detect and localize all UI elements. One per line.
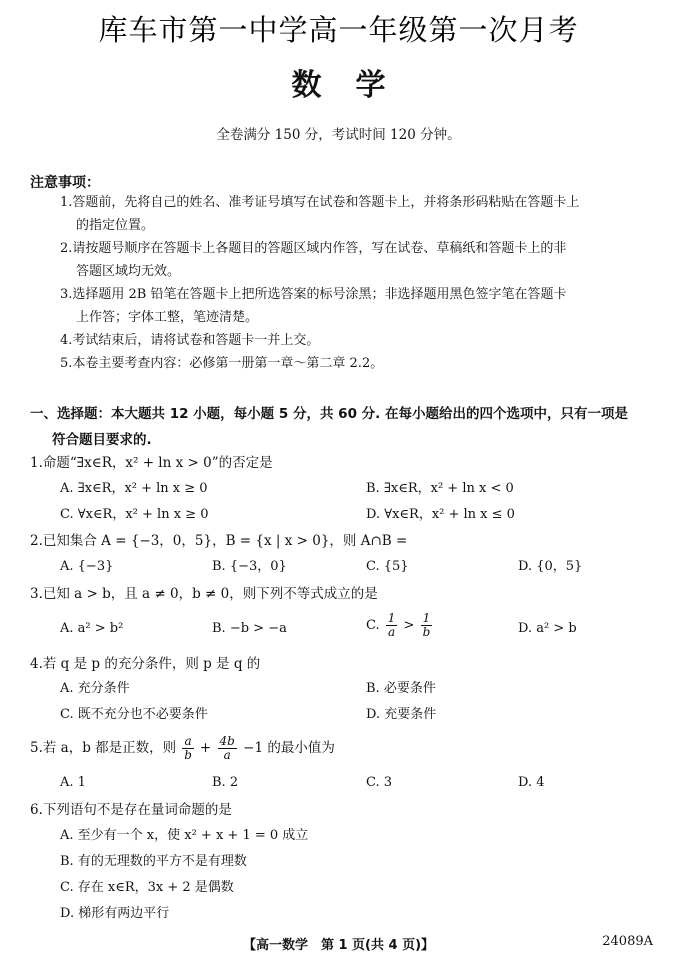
notice-line: 1.答题前，先将自己的姓名、准考证号填写在试卷和答题卡上，并将条形码粘贴在答题卡上: [60, 195, 580, 210]
question-2-stem: 2.已知集合 A = {−3，0，5}，B = {x | x > 0}，则 A∩B =: [30, 533, 408, 549]
fraction-numerator: 1: [422, 611, 431, 625]
q5-option-b: B. 2: [212, 775, 239, 790]
page-label: 【高一数学 第 1 页(共 4 页)】: [242, 938, 435, 953]
fraction-denominator: a: [223, 748, 231, 762]
q5-option-a: A. 1: [60, 775, 86, 790]
fraction: [218, 735, 237, 762]
notice-line: 5.本卷主要考查内容：必修第一册第一章～第二章 2.2。: [60, 356, 384, 371]
q1-option-d: D. ∀x∈R，x² + ln x ≤ 0: [366, 507, 515, 522]
fraction-denominator: a: [388, 625, 396, 639]
q2-option-a: A. {−3}: [60, 559, 114, 574]
exam-title: 库车市第一中学高一年级第一次月考: [98, 13, 579, 47]
fraction-numerator: 1: [387, 611, 396, 625]
notice-line: 2.请按题号顺序在答题卡上各题目的答题区域内作答，写在试卷、草稿纸和答题卡上的非: [60, 241, 567, 256]
plus-sign: +: [199, 740, 212, 756]
q4-option-b: B. 必要条件: [366, 681, 436, 696]
q3-option-c: [366, 612, 434, 639]
fraction-denominator: b: [184, 748, 192, 762]
notice-line: 答题区域均无效。: [76, 264, 181, 279]
q3-option-b: B. −b > −a: [212, 621, 287, 636]
notice-heading: 注意事项：: [30, 175, 100, 191]
q6-option-b: B. 有的无理数的平方不是有理数: [60, 854, 247, 869]
q5-stem-start: 5.若 a，b 都是正数，则: [30, 740, 177, 756]
q6-option-c: C. 存在 x∈R，3x + 2 是偶数: [60, 880, 234, 895]
question-1-stem: 1.命题“∃x∈R，x² + ln x > 0”的否定是: [30, 455, 273, 471]
q5-stem-end: −1 的最小值为: [243, 740, 335, 756]
notice-line: 上作答；字体工整，笔迹清楚。: [76, 310, 259, 325]
q5-option-d: D. 4: [518, 775, 545, 790]
paper-code: 24089A: [602, 934, 653, 949]
section-heading-cont: 符合题目要求的.: [52, 432, 152, 448]
q1-option-b: B. ∃x∈R，x² + ln x < 0: [366, 481, 514, 496]
fraction-denominator: b: [422, 625, 431, 639]
section-heading: 一、选择题：本大题共 12 小题，每小题 5 分，共 60 分. 在每小题给出的四个选项中，只有一项是: [30, 406, 628, 422]
q3-option-d: D. a² > b: [518, 621, 577, 636]
fraction-numerator: 4b: [219, 734, 235, 748]
notice-line: 的指定位置。: [76, 218, 155, 233]
q6-option-d: D. 梯形有两边平行: [60, 906, 170, 921]
q1-option-c: C. ∀x∈R，x² + ln x ≥ 0: [60, 507, 209, 522]
q1-option-a: A. ∃x∈R，x² + ln x ≥ 0: [60, 481, 208, 496]
fraction: [386, 612, 398, 639]
subject-title: 数学: [291, 68, 420, 103]
score-info: 全卷满分 150 分，考试时间 120 分钟。: [216, 127, 461, 143]
question-3-stem: 3.已知 a > b，且 a ≠ 0，b ≠ 0，则下列不等式成立的是: [30, 586, 378, 602]
q2-option-b: B. {−3，0}: [212, 559, 287, 574]
q2-option-c: C. {5}: [366, 559, 409, 574]
notice-line: 3.选择题用 2B 铅笔在答题卡上把所选答案的标号涂黑；非选择题用黑色签字笔在答题卡: [60, 287, 567, 302]
question-6-stem: 6.下列语句不是存在量词命题的是: [30, 802, 232, 818]
q4-option-a: A. 充分条件: [60, 681, 130, 696]
question-5-stem: [30, 735, 335, 762]
q5-option-c: C. 3: [366, 775, 393, 790]
question-4-stem: 4.若 q 是 p 的充分条件，则 p 是 q 的: [30, 656, 261, 672]
q2-option-d: D. {0，5}: [518, 559, 583, 574]
q4-option-c: C. 既不充分也不必要条件: [60, 707, 208, 722]
q3-option-c-label: C.: [366, 618, 380, 633]
fraction-numerator: a: [184, 734, 192, 748]
q3-option-a: A. a² > b²: [60, 621, 124, 636]
fraction: [421, 612, 433, 639]
fraction: [182, 735, 193, 762]
q4-option-d: D. 充要条件: [366, 707, 437, 722]
greater-than-sign: >: [403, 618, 415, 633]
page-footer: [0, 934, 677, 953]
q6-option-a: A. 至少有一个 x，使 x² + x + 1 = 0 成立: [60, 828, 309, 843]
notice-line: 4.考试结束后，请将试卷和答题卡一并上交。: [60, 333, 320, 348]
